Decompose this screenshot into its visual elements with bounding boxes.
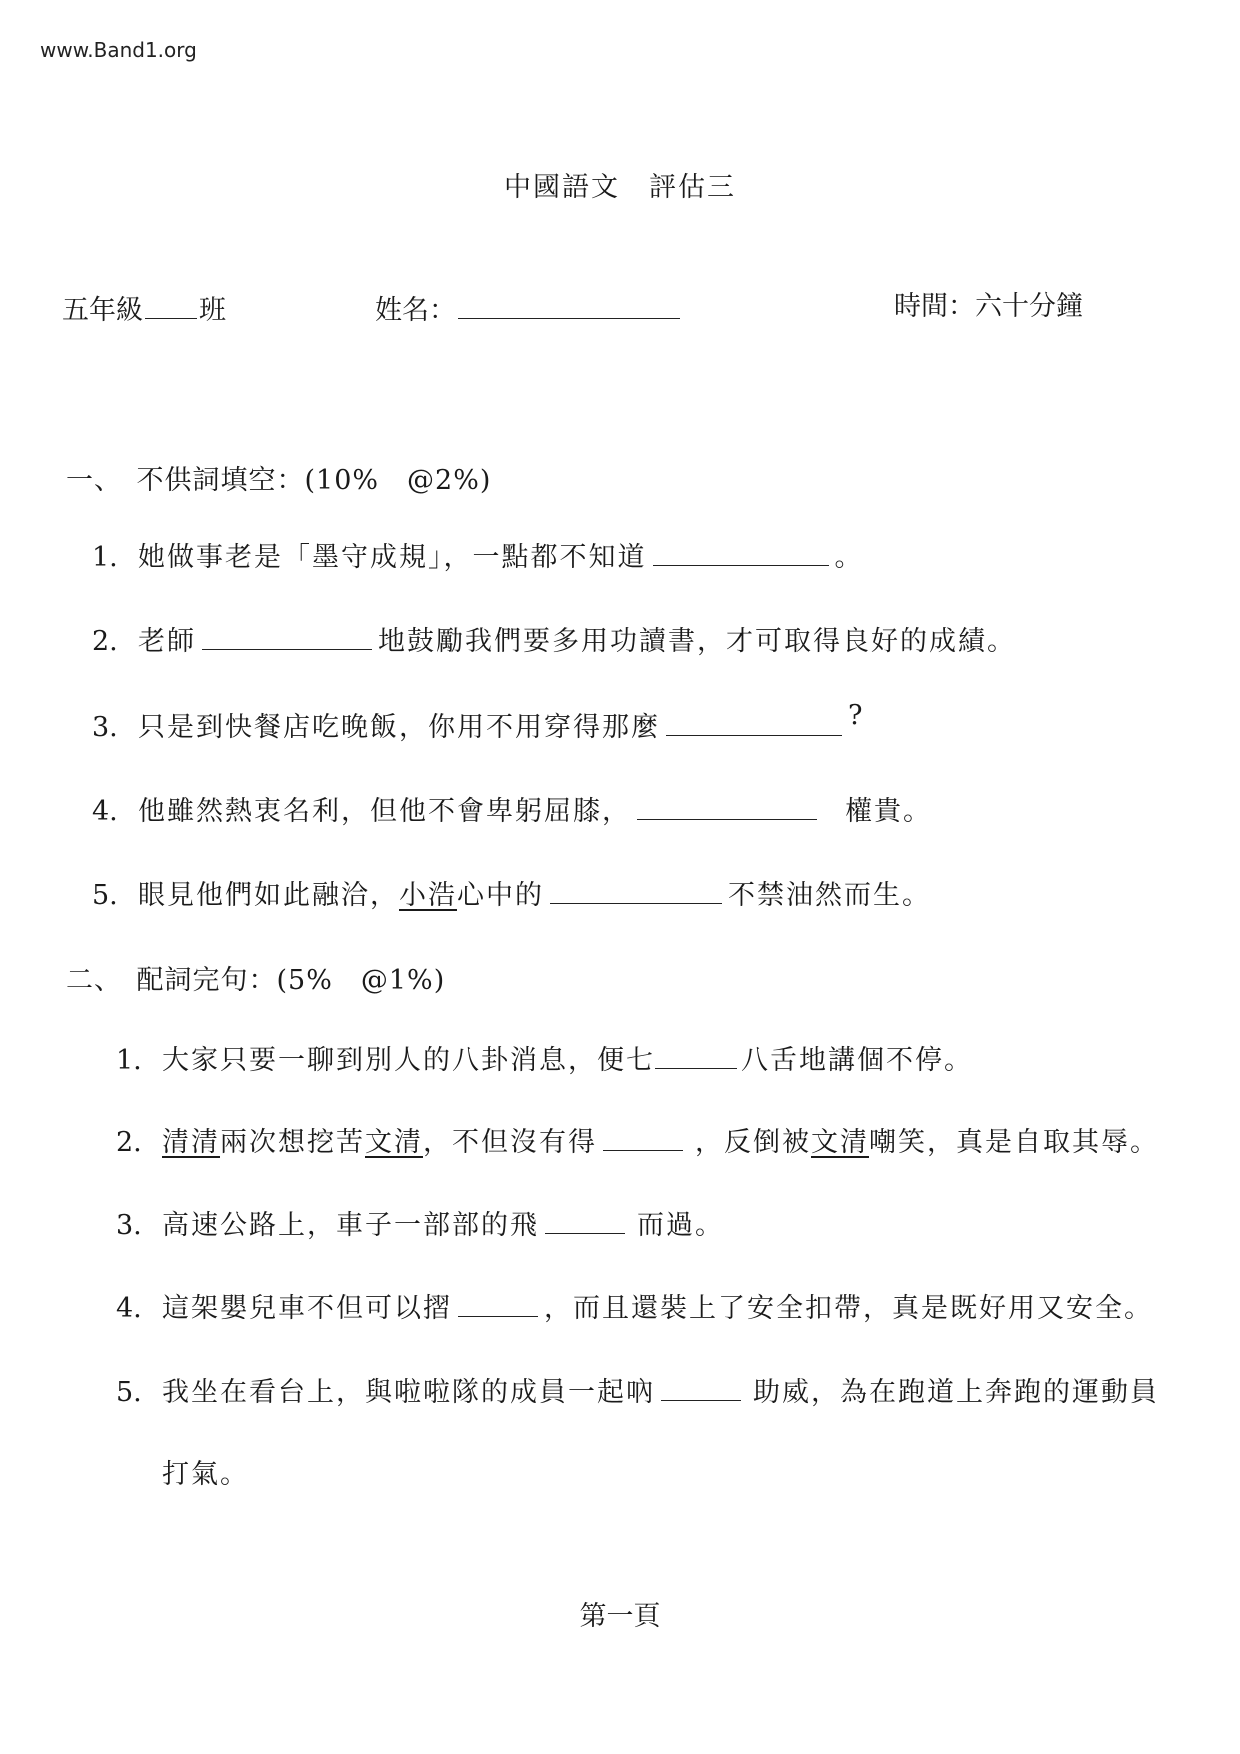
s2-question-4 (116, 1286, 1153, 1325)
s2-question-1 (116, 1038, 973, 1077)
answer-blank[interactable] (603, 1124, 683, 1151)
site-watermark: www.Band1.org (40, 38, 197, 62)
question-text-end: 地鼓勵我們要多用功讀書，才可取得良好的成績。 (378, 626, 1016, 657)
question-text-end: ，而且還裝上了安全扣帶，真是既好用又安全。 (544, 1293, 1153, 1324)
answer-blank[interactable] (637, 793, 817, 820)
section-1-heading: 一、 不供詞填空：(10% @2%) (66, 465, 492, 496)
question-text: 高速公路上，車子一部部的飛 (162, 1210, 539, 1241)
answer-blank[interactable] (545, 1207, 625, 1234)
s1-question-3 (92, 700, 865, 744)
question-text-end: ? (848, 700, 865, 731)
question-text: ，反倒被 (695, 1127, 811, 1158)
grade-class-field (62, 288, 226, 327)
proper-name: 文清 (365, 1127, 423, 1158)
question-text: 只是到快餐店吃晚飯，你用不用穿得那麼 (138, 712, 660, 743)
question-text: 這架嬰兒車不但可以摺 (162, 1293, 452, 1324)
student-name-field (375, 288, 682, 327)
question-number: 1. (92, 542, 118, 573)
page-number: 第一頁 (579, 1601, 661, 1632)
question-number: 2. (116, 1127, 142, 1158)
question-number: 3. (92, 712, 118, 743)
question-number: 5. (92, 880, 118, 911)
s2-question-3 (116, 1203, 724, 1242)
s2-question-5-continuation: 打氣。 (162, 1459, 249, 1490)
question-number: 2. (92, 626, 118, 657)
question-number: 5. (116, 1377, 142, 1408)
name-blank[interactable] (458, 292, 680, 319)
s1-question-1 (92, 535, 864, 574)
answer-blank[interactable] (655, 1042, 737, 1069)
s1-question-4 (92, 789, 932, 828)
time-limit: 時間：六十分鐘 (894, 291, 1083, 322)
answer-blank[interactable] (202, 623, 372, 650)
question-text-end: 權貴。 (845, 796, 932, 827)
grade-suffix: 班 (199, 295, 226, 326)
question-text-end: 而過。 (637, 1210, 724, 1241)
name-label: 姓名： (375, 295, 456, 326)
proper-name: 小浩 (399, 880, 457, 911)
proper-name: 文清 (811, 1127, 869, 1158)
question-text: 眼見他們如此融洽， (138, 880, 399, 911)
answer-blank[interactable] (661, 1374, 741, 1401)
question-text-end: 不禁油然而生。 (728, 880, 931, 911)
question-number: 1. (116, 1045, 142, 1076)
question-number: 4. (92, 796, 118, 827)
question-number: 4. (116, 1293, 142, 1324)
answer-blank[interactable] (653, 539, 829, 566)
s2-question-5 (116, 1370, 1159, 1409)
question-text: 大家只要一聊到別人的八卦消息，便七 (162, 1045, 655, 1076)
question-text: 心中的 (457, 880, 544, 911)
answer-blank[interactable] (458, 1290, 538, 1317)
question-text: 助威，為在跑道上奔跑的運動員 (753, 1377, 1159, 1408)
grade-prefix: 五年級 (62, 295, 143, 326)
question-text-end: 嘲笑，真是自取其辱。 (869, 1127, 1159, 1158)
section-2-heading: 二、 配詞完句：(5% @1%) (66, 965, 446, 996)
answer-blank[interactable] (550, 877, 722, 904)
s1-question-2 (92, 619, 1016, 658)
question-text: ，不但沒有得 (423, 1127, 597, 1158)
question-text: 她做事老是「墨守成規」，一點都不知道 (138, 542, 647, 573)
question-text-end: 八舌地講個不停。 (741, 1045, 973, 1076)
question-text: 他雖然熱衷名利，但他不會卑躬屈膝， (138, 796, 631, 827)
question-text: 兩次想挖苦 (220, 1127, 365, 1158)
question-text: 我坐在看台上，與啦啦隊的成員一起吶 (162, 1377, 655, 1408)
question-text: 老師 (138, 626, 196, 657)
class-blank[interactable] (145, 292, 197, 319)
s2-question-2 (116, 1120, 1159, 1159)
proper-name: 清清 (162, 1127, 220, 1158)
answer-blank[interactable] (666, 709, 842, 736)
s1-question-5 (92, 873, 931, 912)
question-number: 3. (116, 1210, 142, 1241)
question-text-end: 。 (834, 542, 864, 573)
page-title: 中國語文 評估三 (504, 172, 736, 203)
